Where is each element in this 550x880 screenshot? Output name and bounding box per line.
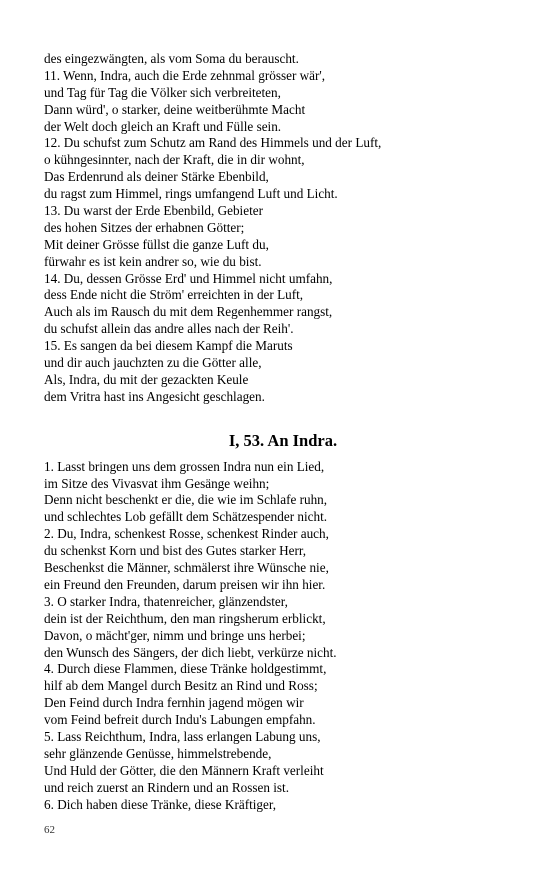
section-heading: I, 53. An Indra. bbox=[228, 430, 338, 450]
verse-line: 2. Du, Indra, schenkest Rosse, schenkest Rinder auch, bbox=[44, 526, 329, 542]
verse-line: Dann würd', o starker, deine weitberühmte Macht bbox=[44, 101, 306, 117]
verse-line: und schlechtes Lob gefällt dem Schätzespender nicht. bbox=[44, 509, 328, 525]
verse-block-1 bbox=[44, 51, 514, 406]
verse-line: Davon, o mächt'ger, nimm und bringe uns herbei; bbox=[44, 627, 306, 643]
verse-line: 15. Es sangen da bei diesem Kampf die Maruts bbox=[44, 338, 293, 354]
verse-line: Das Erdenrund als deiner Stärke Ebenbild, bbox=[44, 169, 269, 185]
verse-line: 12. Du schufst zum Schutz am Rand des Himmels und der Luft, bbox=[44, 135, 382, 151]
verse-line: dess Ende nicht die Ström' erreichten in der Luft, bbox=[44, 287, 304, 303]
verse-line: der Welt doch gleich an Kraft und Fülle sein. bbox=[44, 118, 282, 134]
verse-line: 4. Durch diese Flammen, diese Tränke holdgestimmt, bbox=[44, 661, 327, 677]
verse-line: Und Huld der Götter, die den Männern Kraft verleiht bbox=[44, 762, 324, 778]
page-number: 62 bbox=[44, 824, 55, 836]
verse-line: im Sitze des Vivasvat ihm Gesänge weihn; bbox=[44, 475, 270, 491]
verse-line: 11. Wenn, Indra, auch die Erde zehnmal grösser wär', bbox=[44, 67, 326, 83]
verse-block-2 bbox=[44, 459, 514, 814]
verse-line: hilf ab dem Mangel durch Besitz an Rind und Ross; bbox=[44, 678, 318, 694]
verse-line: sehr glänzende Genüsse, himmelstrebende, bbox=[44, 745, 272, 761]
verse-line: fürwahr es ist kein andrer so, wie du bist. bbox=[44, 253, 262, 269]
verse-line: dein ist der Reichthum, den man ringsherum erblickt, bbox=[44, 610, 326, 626]
verse-line: o kühngesinnter, nach der Kraft, die in dir wohnt, bbox=[44, 152, 305, 168]
verse-line: 14. Du, dessen Grösse Erd' und Himmel nicht umfahn, bbox=[44, 270, 333, 286]
page-body bbox=[44, 51, 514, 813]
verse-line: du ragst zum Himmel, rings umfangend Luft und Licht. bbox=[44, 186, 338, 202]
verse-line: 3. O starker Indra, thatenreicher, glänzendster, bbox=[44, 593, 288, 609]
verse-line: Als, Indra, du mit der gezackten Keule bbox=[44, 371, 249, 387]
verse-line: du schenkst Korn und bist des Gutes starker Herr, bbox=[44, 543, 307, 559]
verse-line: Auch als im Rausch du mit dem Regenhemmer rangst, bbox=[44, 304, 333, 320]
verse-line: Denn nicht beschenkt er die, die wie im Schlafe ruhn, bbox=[44, 492, 328, 508]
verse-line: und dir auch jauchzten zu die Götter alle, bbox=[44, 355, 262, 371]
verse-line: des eingezwängten, als vom Soma du berauscht. bbox=[44, 51, 299, 66]
verse-line: 5. Lass Reichthum, Indra, lass erlangen Labung uns, bbox=[44, 728, 321, 744]
verse-line: Den Feind durch Indra fernhin jagend mögen wir bbox=[44, 695, 304, 711]
verse-line: Beschenkst die Männer, schmälerst ihre Wünsche nie, bbox=[44, 560, 329, 576]
verse-line: dem Vritra hast ins Angesicht geschlagen. bbox=[44, 388, 265, 404]
verse-line: ein Freund den Freunden, darum preisen wir ihn hier. bbox=[44, 576, 326, 592]
verse-line: du schufst allein das andre alles nach der Reih'. bbox=[44, 321, 294, 337]
verse-line: den Wunsch des Sängers, der dich liebt, verkürze nicht. bbox=[44, 644, 337, 660]
verse-line: Mit deiner Grösse füllst die ganze Luft du, bbox=[44, 236, 269, 252]
verse-line: 13. Du warst der Erde Ebenbild, Gebieter bbox=[44, 203, 263, 219]
verse-line: und reich zuerst an Rindern und an Rossen ist. bbox=[44, 779, 290, 795]
verse-line: 6. Dich haben diese Tränke, diese Kräftiger, bbox=[44, 796, 277, 812]
verse-line: 1. Lasst bringen uns dem grossen Indra nun ein Lied, bbox=[44, 458, 325, 474]
verse-line: und Tag für Tag die Völker sich verbreiteten, bbox=[44, 84, 281, 100]
verse-line: des hohen Sitzes der erhabnen Götter; bbox=[44, 219, 245, 235]
verse-line: vom Feind befreit durch Indu's Labungen empfahn. bbox=[44, 712, 316, 728]
